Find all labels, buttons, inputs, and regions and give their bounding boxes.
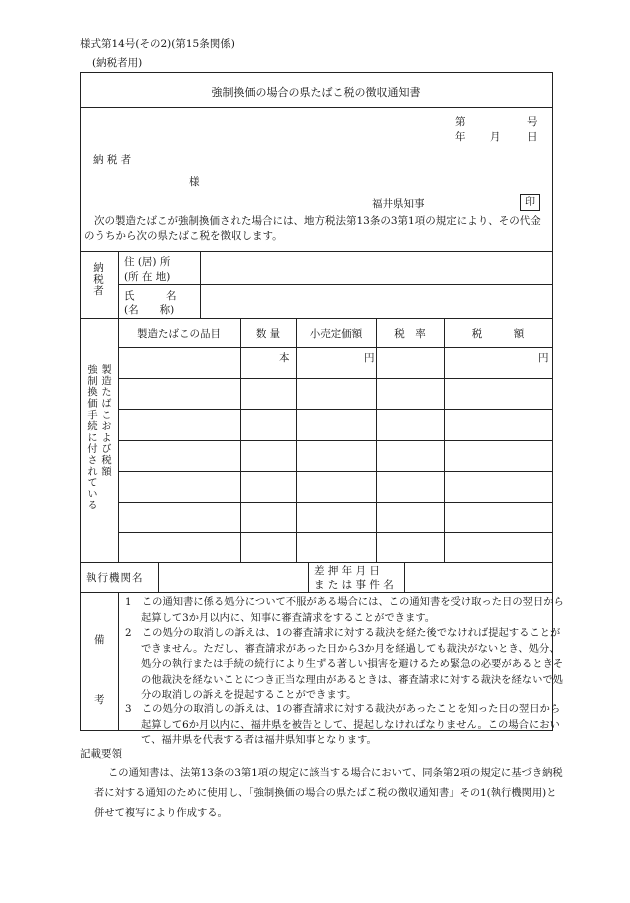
issuer-name: 福井県知事: [372, 198, 425, 210]
address-sub-label: (所 在 地): [124, 271, 171, 283]
header-retail-price: 小売定価額: [309, 328, 363, 340]
unit-quantity: 本: [279, 352, 290, 364]
date-month-label: 月: [490, 131, 501, 143]
date-year-label: 年: [455, 131, 466, 143]
seizure-label-1: 差 押 年 月 日: [314, 565, 380, 577]
remarks-label-bottom: 考: [94, 694, 105, 706]
header-item: 製造たばこの品目: [137, 328, 221, 340]
unit-retail-price: 円: [364, 352, 375, 364]
address-label: 住 (居) 所: [124, 256, 171, 268]
honorific: 様: [189, 176, 200, 188]
number-label: 第: [455, 116, 466, 128]
intro-text: 次の製造たばこが強制換価された場合には、地方税法第13条の3第1項の規定により、その代金のうちから次の県たばこ税を徴収します。: [84, 215, 541, 242]
instructions-heading: 記載要領: [80, 748, 122, 760]
seal-mark: 印: [520, 194, 540, 211]
remarks-label-top: 備: [94, 634, 105, 646]
unit-tax-amount: 円: [538, 352, 549, 364]
addressee-label: 納 税 者: [93, 154, 132, 166]
goods-section-label-2: 製造たばこおよび税額: [99, 364, 111, 477]
goods-section-label: 強制換価手続に付されている: [85, 364, 97, 511]
header-tax-rate: 税 率: [394, 328, 426, 340]
name-label: 氏 名: [124, 290, 177, 302]
form-number: 様式第14号(その2)(第15条関係): [80, 38, 235, 50]
instructions-text: この通知書は、法第13条の3第1項の規定に該当する場合において、同条第2項の規定に基づき納税者に対する通知のために使用し、「強制換価の場合の県たばこ税の徴収通知書」その1(執行機関用)と併せて複写により作成する。: [94, 767, 563, 819]
date-day-label: 日: [527, 131, 538, 143]
header-tax-amount: 税 額: [471, 328, 525, 340]
taxpayer-section-label: 納税者: [92, 262, 104, 297]
remark-item-1: 1 この通知書に係る処分について不服がある場合には、この通知書を受け取った日の翌日から起算して3か月以内に、知事に審査請求をすることができます。: [125, 596, 564, 624]
remark-item-2: 2 この処分の取消しの訴えは、1の審査請求に対する裁決を経た後でなければ提起することができません。ただし、審査請求があった日から3か月を経過しても裁決がないとき、処分、処分の執行または手続の続行により生ずる著しい損害を避けるため緊急の必要があるときその他裁決を経ないことにつき正当な理由があるときは、審査請求に対する裁決を経ないで処分の取消しの訴えを提起することができます。: [125, 627, 564, 702]
remark-item-3: 3 この処分の取消しの訴えは、1の審査請求に対する裁決があったことを知った日の翌日から起算して6か月以内に、福井県を被告として、提起しなければなりません。この場合において、福井県を代表する者は福井県知事となります。: [125, 703, 561, 747]
agency-label: 執行機関名: [86, 572, 144, 584]
header-quantity: 数 量: [255, 328, 281, 340]
document-title: 強制換価の場合の県たばこ税の徴収通知書: [211, 86, 421, 99]
number-unit: 号: [527, 116, 538, 128]
form-copy-label: (納税者用): [92, 57, 143, 69]
name-sub-label: (名 称): [124, 304, 175, 316]
seizure-label-2: ま た は 事 件 名: [314, 579, 394, 591]
